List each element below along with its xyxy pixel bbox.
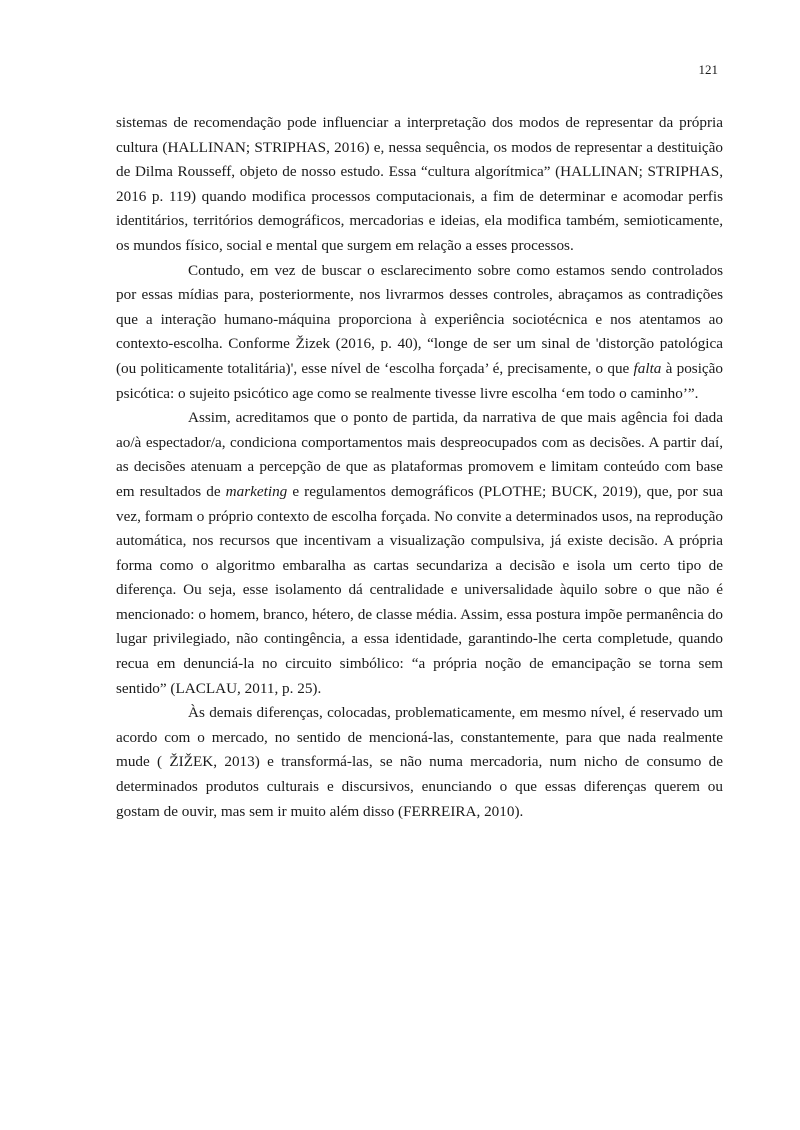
body-text: [116, 111, 723, 824]
paragraph-3-text-end: e regulamentos demográficos (PLOTHE; BUCK, 2019), que, por sua vez, formam o próprio contexto de escolha forçada. No convite a determinados usos, na reprodução automática, nos recursos que incentivam a visualização compulsiva, já existe decisão. A própria forma como o algoritmo embaralha as cartas secundariza a decisão e isola um certo tipo de diferença. Ou seja, esse isolamento dá centralidade e universalidade àquilo sobre o que não é mencionado: o homem, branco, hétero, de classe média. Assim, essa postura impõe permanência do lugar privilegiado, não contingência, a essa identidade, garantindo-lhe certa completude, quando recua em denunciá-la no circuito simbólico: “a própria noção de emancipação se torna sem sentido” (LACLAU, 2011, p. 25).: [116, 482, 723, 697]
paragraph-1-text: sistemas de recomendação pode influenciar a interpretação dos modos de representar da própria cultura (HALLINAN; STRIPHAS, 2016) e, nessa sequência, os modos de representar a destituição de Dilma Rousseff, objeto de nosso estudo. Essa “cultura algorítmica” (HALLINAN; STRIPHAS, 2016 p. 119) quando modifica processos computacionais, a fim de determinar e acomodar perfis identitários, territórios demográficos, mercadorias e ideias, ela modifica também, semioticamente, os mundos físico, social e mental que surgem em relação a esses processos.: [116, 114, 723, 254]
paragraph-3-text: Assim, acreditamos que o ponto de partida, da narrativa de que mais agência foi dada ao/à espectador/a, condiciona comportamentos mais despreocupados com as decisões. A partir daí, as decisões atenuam a percepção de que as plataformas promovem e limitam conteúdo com base em resultados de: [116, 409, 723, 500]
paragraph-2-text: Contudo, em vez de buscar o esclarecimento sobre como estamos sendo controlados por essas mídias para, posteriormente, nos livrarmos desses controles, abraçamos as contradições que a interação humano-máquina proporciona à experiência sociotécnica e nos atentamos ao contexto-escolha. Conforme Žizek (2016, p. 40), “longe de ser um sinal de 'distorção patológica (ou politicamente totalitária)', esse nível de ‘escolha forçada’ é, precisamente, o que: [116, 261, 723, 377]
paragraph-1: [116, 111, 723, 259]
paragraph-4: [116, 701, 723, 824]
emphasis-falta: falta: [633, 359, 662, 377]
paragraph-2-text-end: à posição psicótica: o sujeito psicótico age como se realmente tivesse livre escolha ‘em todo o caminho’”.: [116, 359, 723, 402]
paragraph-2: [116, 259, 723, 407]
emphasis-marketing: marketing: [225, 482, 288, 500]
paragraph-3: [116, 406, 723, 701]
page-number: 121: [698, 62, 718, 77]
paragraph-4-text: Às demais diferenças, colocadas, problematicamente, em mesmo nível, é reservado um acordo com o mercado, no sentido de mencioná-las, constantemente, para que nada realmente mude ( ŽIŽEK, 2013) e transformá-las, se não numa mercadoria, num nicho de consumo de determinados produtos culturais e discursivos, enunciando o que essas diferenças querem ou gostam de ouvir, mas sem ir muito além disso (FERREIRA, 2010).: [116, 704, 723, 820]
